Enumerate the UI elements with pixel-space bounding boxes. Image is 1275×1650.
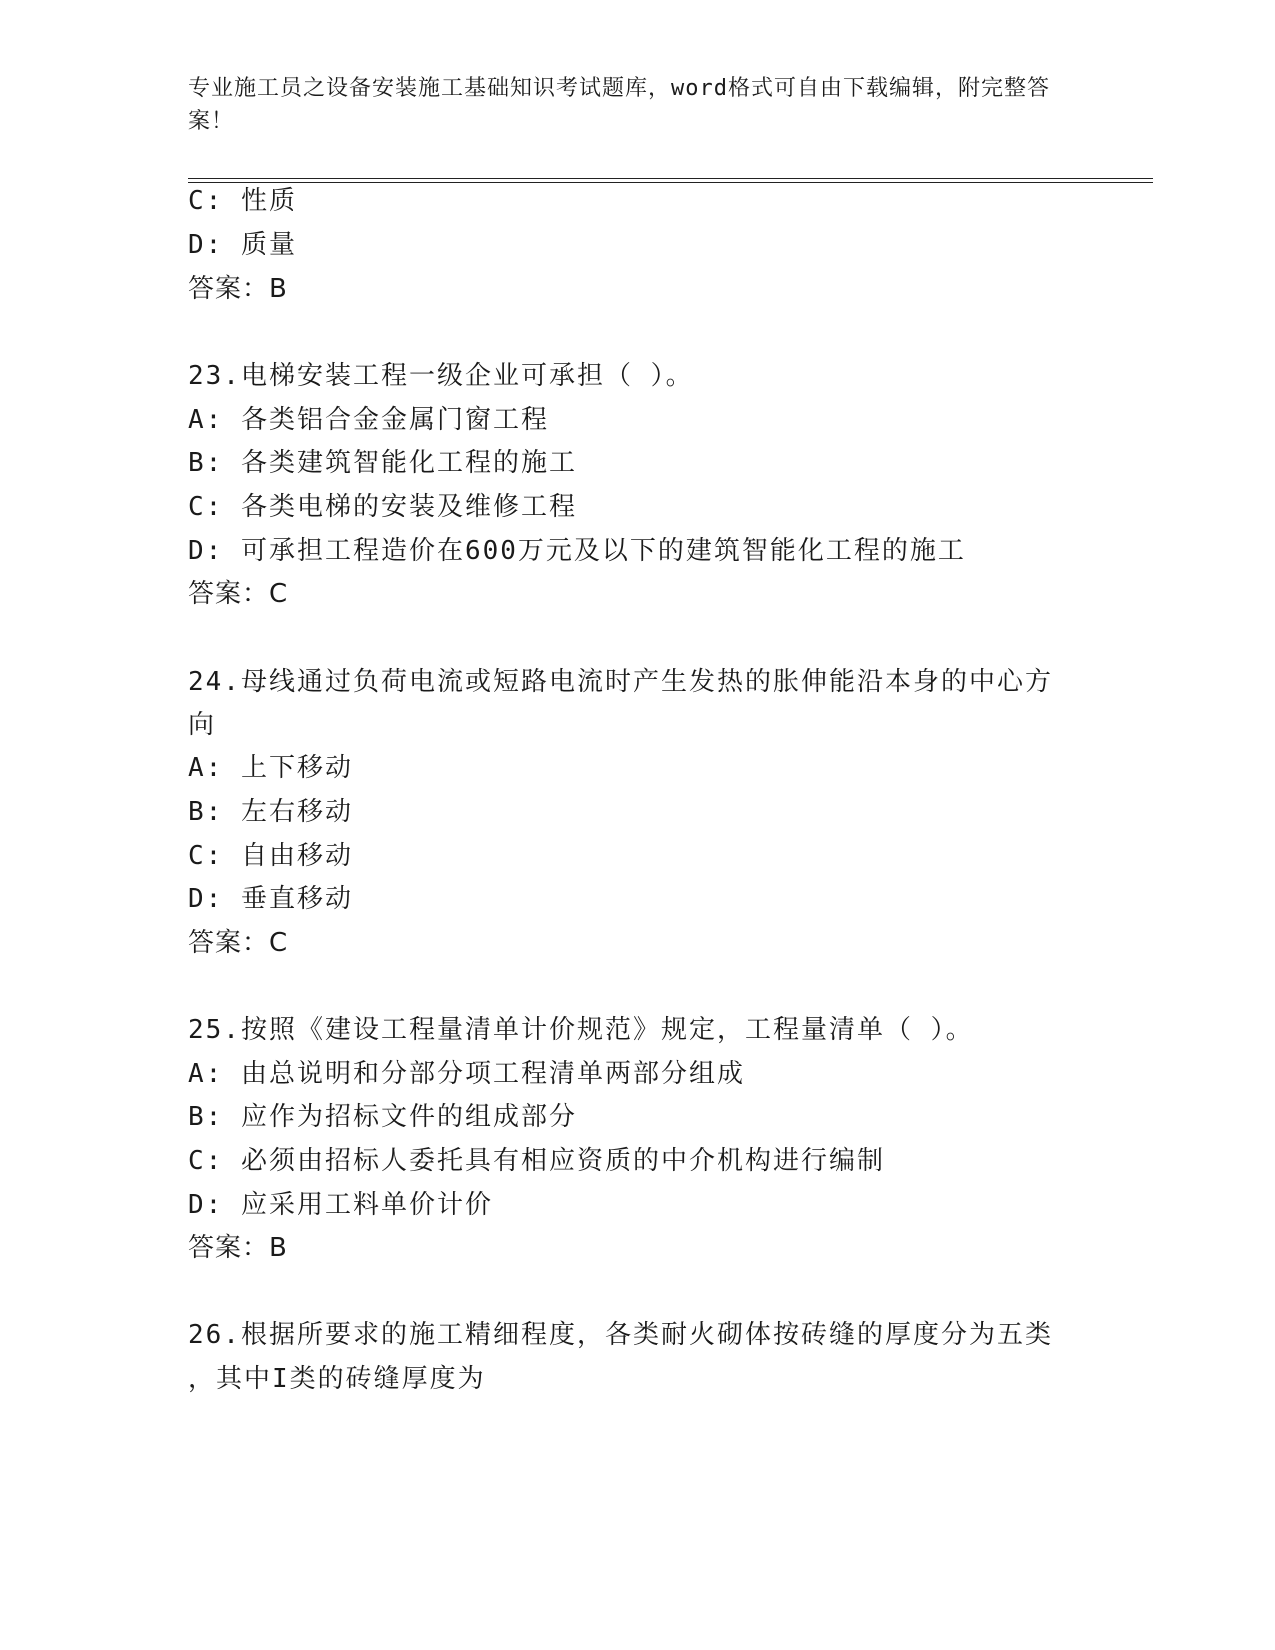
option-c-q22: C: 性质 [188,186,297,216]
question-24-cont: 向 [188,710,217,740]
option-a-q24: A: 上下移动 [188,753,353,783]
question-23: 23.电梯安装工程一级企业可承担（ ）。 [188,361,694,391]
document-header: 专业施工员之设备安装施工基础知识考试题库，word格式可自由下载编辑，附完整答案！ [188,76,1050,134]
option-c-q23: C: 各类电梯的安装及维修工程 [188,492,577,522]
option-c-q25: C: 必须由招标人委托具有相应资质的中介机构进行编制 [188,1146,885,1176]
option-b-q23: B: 各类建筑智能化工程的施工 [188,448,577,478]
answer-q22: 答案：B [188,274,288,304]
option-d-q22: D: 质量 [188,230,297,260]
answer-q24: 答案：C [188,928,289,958]
option-a-q25: A: 由总说明和分部分项工程清单两部分组成 [188,1059,745,1089]
question-24: 24.母线通过负荷电流或短路电流时产生发热的胀伸能沿本身的中心方 [188,667,1053,697]
option-d-q25: D: 应采用工料单价计价 [188,1190,493,1220]
option-d-q23: D: 可承担工程造价在600万元及以下的建筑智能化工程的施工 [188,536,966,566]
answer-q25: 答案：B [188,1233,288,1263]
question-26: 26.根据所要求的施工精细程度，各类耐火砌体按砖缝的厚度分为五类 [188,1320,1053,1350]
option-b-q24: B: 左右移动 [188,797,353,827]
question-26-cont: ，其中I类的砖缝厚度为 [188,1364,486,1394]
answer-q23: 答案：C [188,579,289,609]
option-a-q23: A: 各类铝合金金属门窗工程 [188,405,549,435]
question-25: 25.按照《建设工程量清单计价规范》规定，工程量清单（ ）。 [188,1015,974,1045]
option-b-q25: B: 应作为招标文件的组成部分 [188,1102,577,1132]
option-c-q24: C: 自由移动 [188,841,353,871]
header-divider [188,178,1153,183]
option-d-q24: D: 垂直移动 [188,884,353,914]
